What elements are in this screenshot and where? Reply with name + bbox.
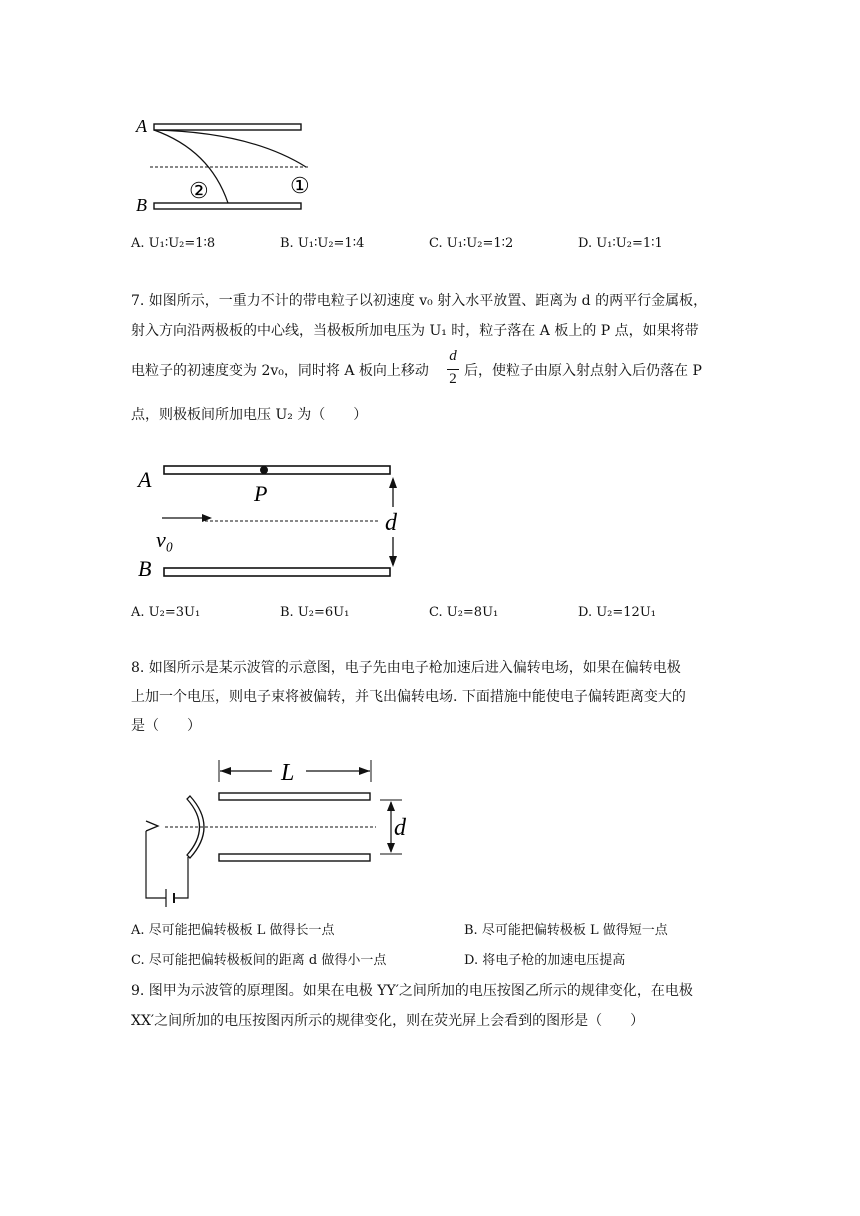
q6-figure bbox=[130, 110, 330, 220]
length-arrow-right-head bbox=[359, 767, 370, 775]
fig7-label-v0: v₀ bbox=[156, 527, 174, 552]
plate-b bbox=[154, 203, 301, 209]
distance-arrow-down-head bbox=[389, 556, 397, 567]
q7-option-b[interactable]: B. U₂=6U₁ bbox=[280, 605, 350, 620]
q6-option-a[interactable]: A. U₁∶U₂=1∶8 bbox=[131, 236, 216, 251]
length-arrow-left-head bbox=[220, 767, 231, 775]
fig6-label-a: A bbox=[136, 116, 147, 136]
fig6-label-b: B bbox=[136, 195, 147, 215]
plate-a bbox=[154, 124, 301, 130]
fig8-label-l: L bbox=[281, 760, 295, 786]
q6-option-c[interactable]: C. U₁∶U₂=1∶2 bbox=[429, 236, 514, 251]
q8-line-3: 是（ ） bbox=[131, 718, 201, 734]
q7-line-1: 7. 如图所示，一重力不计的带电粒子以初速度 v₀ 射入水平放置、距离为 d 的两平行金属板， bbox=[131, 293, 708, 309]
q7-figure bbox=[130, 455, 420, 585]
fig6-label-2: ② bbox=[189, 178, 209, 203]
q8-line-2: 上加一个电压，则电子束将被偏转，并飞出偏转电场. 下面措施中能使电子偏转距离变大的 bbox=[131, 689, 686, 705]
point-p bbox=[260, 466, 268, 474]
q7-line-3-pre: 电粒子的初速度变为 2v₀，同时将 A 板向上移动 bbox=[131, 363, 429, 379]
electron-gun-cathode bbox=[146, 821, 158, 831]
q7-option-a[interactable]: A. U₂=3U₁ bbox=[131, 605, 201, 620]
fig6-label-1: ① bbox=[290, 173, 310, 198]
distance-arrow-top-head bbox=[387, 801, 395, 811]
q7-line-4: 点，则极板间所加电压 U₂ 为（ ） bbox=[131, 407, 368, 423]
q8-option-b[interactable]: B. 尽可能把偏转极板 L 做得短一点 bbox=[464, 923, 668, 938]
q7-option-d[interactable]: D. U₂=12U₁ bbox=[578, 605, 656, 620]
q9-line-2: XX′之间所加的电压按图丙所示的规律变化，则在荧光屏上会看到的图形是（ ） bbox=[131, 1013, 645, 1029]
fig7-label-b: B bbox=[138, 556, 152, 581]
fraction-bar bbox=[447, 369, 459, 370]
fraction-numerator: d bbox=[449, 348, 457, 364]
trajectory-1 bbox=[154, 130, 306, 167]
plate-b bbox=[164, 568, 390, 576]
fig7-label-d: d bbox=[385, 510, 397, 536]
q7-line-2: 射入方向沿两极板的中心线，当极板所加电压为 U₁ 时，粒子落在 A 板上的 P 点，如果将带 bbox=[131, 323, 699, 339]
plate-a bbox=[164, 466, 390, 474]
q9-line-1: 9. 图甲为示波管的原理图。如果在电极 YY′之间所加的电压按图乙所示的规律变化，在电极 bbox=[131, 983, 693, 999]
q7-line-3-post: 后，使粒子由原入射点射入后仍落在 P bbox=[464, 363, 702, 379]
fig7-label-a: A bbox=[138, 467, 152, 492]
q8-option-d[interactable]: D. 将电子枪的加速电压提高 bbox=[464, 953, 626, 968]
q6-option-b[interactable]: B. U₁∶U₂=1∶4 bbox=[280, 236, 365, 251]
fraction-denominator: 2 bbox=[449, 371, 457, 387]
fig7-label-p: P bbox=[254, 481, 268, 506]
q7-option-c[interactable]: C. U₂=8U₁ bbox=[429, 605, 499, 620]
distance-arrow-bottom-head bbox=[387, 843, 395, 853]
fig8-label-d: d bbox=[394, 815, 406, 841]
distance-arrow-up-head bbox=[389, 477, 397, 488]
q8-line-1: 8. 如图所示是某示波管的示意图，电子先由电子枪加速后进入偏转电场，如果在偏转电极 bbox=[131, 660, 681, 676]
gun-circuit bbox=[146, 831, 188, 898]
q6-option-d[interactable]: D. U₁∶U₂=1∶1 bbox=[578, 236, 663, 251]
deflection-plate-bottom bbox=[219, 854, 370, 861]
q8-option-c[interactable]: C. 尽可能把偏转极板间的距离 d 做得小一点 bbox=[131, 953, 387, 968]
deflection-plate-top bbox=[219, 793, 370, 800]
q8-option-a[interactable]: A. 尽可能把偏转极板 L 做得长一点 bbox=[131, 923, 335, 938]
q8-figure bbox=[130, 755, 420, 915]
